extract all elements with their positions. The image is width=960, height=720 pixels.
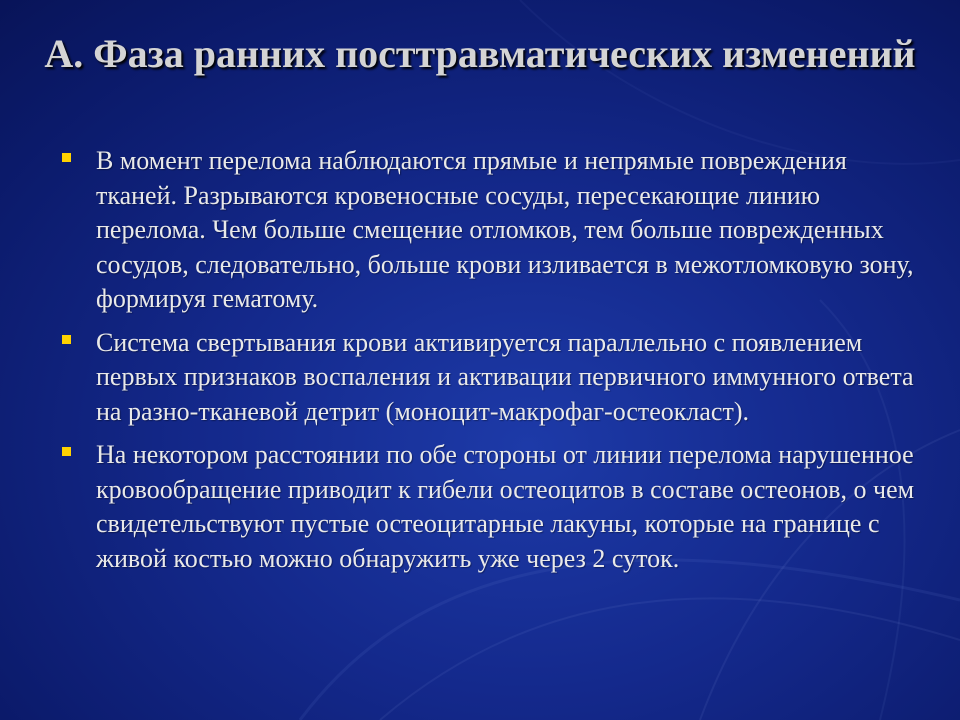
bullet-text: Система свертывания крови активируется параллельно с появлением первых признаков воспаления и активации первичного иммунного ответа на разно-тканевой детрит (моноцит-макрофаг-остеокласт). bbox=[96, 327, 914, 426]
bullet-text: В момент перелома наблюдаются прямые и непрямые повреждения тканей. Разрываются кровеносные сосуды, пересекающие линию перелома. Чем больше смещение отломков, тем больше поврежденных сосудов, следовательно, больше крови изливается в межотломковую зону, формируя гематому. bbox=[96, 146, 914, 313]
square-bullet-icon bbox=[62, 335, 71, 344]
list-item bbox=[56, 438, 916, 576]
square-bullet-icon bbox=[62, 153, 71, 162]
list-item bbox=[56, 326, 916, 430]
slide-title: А. Фаза ранних посттравматических изменений bbox=[44, 31, 916, 76]
bullet-text: На некотором расстоянии по обе стороны от линии перелома нарушенное кровообращение приводит к гибели остеоцитов в составе остеонов, о чем свидетельствуют пустые остеоцитарные лакуны, которые на границе с живой костью можно обнаружить уже через 2 суток. bbox=[96, 440, 915, 573]
list-item bbox=[56, 144, 916, 317]
bullet-list bbox=[56, 144, 916, 585]
square-bullet-icon bbox=[62, 447, 71, 456]
